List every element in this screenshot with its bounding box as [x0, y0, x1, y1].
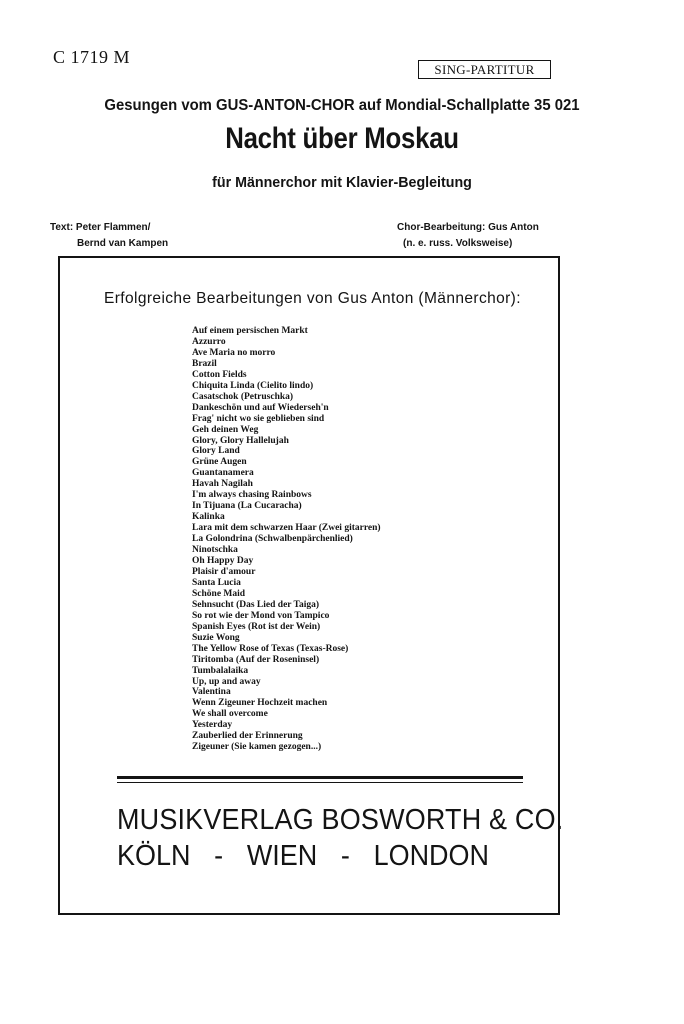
- works-list-item: We shall overcome: [192, 709, 268, 720]
- works-list-item: Valentina: [192, 687, 231, 698]
- works-list-item: Zauberlied der Erinnerung: [192, 731, 303, 742]
- works-list-item: Oh Happy Day: [192, 556, 254, 567]
- recording-line: Gesungen vom GUS-ANTON-CHOR auf Mondial-Schallplatte 35 021: [104, 97, 580, 114]
- works-list-item: Schöne Maid: [192, 588, 246, 599]
- page-subtitle: für Männerchor mit Klavier-Begleitung: [212, 174, 472, 191]
- divider-thick: [117, 776, 523, 779]
- works-list-item: Tiritomba (Auf der Roseninsel): [192, 654, 320, 665]
- page-title: Nacht über Moskau: [225, 122, 459, 155]
- city-london: LONDON: [373, 840, 489, 872]
- works-list-heading: Erfolgreiche Bearbeitungen von Gus Anton (Männerchor):: [104, 290, 521, 307]
- works-list-item: Up, up and away: [192, 676, 261, 687]
- works-list-item: Cotton Fields: [192, 369, 247, 380]
- works-list-item: In Tijuana (La Cucaracha): [192, 501, 302, 512]
- city-separator: -: [214, 840, 224, 872]
- works-list-item: Frag' nicht wo sie geblieben sind: [192, 413, 325, 424]
- works-list-item: Santa Lucia: [192, 577, 241, 588]
- works-list-item: Havah Nagilah: [192, 479, 253, 490]
- divider-thin: [117, 782, 523, 783]
- works-list-item: Brazil: [192, 358, 217, 369]
- works-list-item: Lara mit dem schwarzen Haar (Zwei gitarren): [192, 523, 381, 534]
- works-list-item: La Golondrina (Schwalbenpärchenlied): [192, 534, 353, 545]
- lyricist-line-1: Text: Peter Flammen/: [50, 222, 151, 233]
- arranger-line-1: Chor-Bearbeitung: Gus Anton: [397, 222, 539, 233]
- works-list-item: Guantanamera: [192, 468, 254, 479]
- works-list-item: Dankeschön und auf Wiederseh'n: [192, 402, 329, 413]
- catalog-number: C 1719 M: [53, 47, 131, 67]
- works-list-item: Chiquita Linda (Cielito lindo): [192, 380, 314, 391]
- works-list-item: Plaisir d'amour: [192, 566, 256, 577]
- lyricist-credit: [50, 220, 168, 252]
- works-list-item: Zigeuner (Sie kamen gezogen...): [192, 742, 322, 753]
- works-list-item: The Yellow Rose of Texas (Texas-Rose): [192, 643, 349, 654]
- works-list-item: Tumbalalaika: [192, 665, 249, 676]
- works-list-item: Azzurro: [192, 336, 226, 347]
- works-list-item: Spanish Eyes (Rot ist der Wein): [192, 621, 321, 632]
- works-list-item: Yesterday: [192, 720, 233, 731]
- works-list-item: Glory Land: [192, 446, 240, 457]
- works-list-item: Grüne Augen: [192, 457, 247, 468]
- works-list-item: I'm always chasing Rainbows: [192, 490, 312, 501]
- works-list-item: Ninotschka: [192, 545, 238, 556]
- city-separator: -: [340, 840, 350, 872]
- works-list-item: Wenn Zigeuner Hochzeit machen: [192, 698, 328, 709]
- publisher-name: MUSIKVERLAG BOSWORTH & CO.: [117, 804, 564, 836]
- works-list-item: So rot wie der Mond von Tampico: [192, 610, 330, 621]
- publisher-cities: [117, 840, 489, 872]
- works-list-item: Geh deinen Weg: [192, 424, 259, 435]
- arranger-credit: [397, 220, 539, 252]
- city-vienna: WIEN: [246, 840, 318, 872]
- works-list: [192, 326, 381, 753]
- works-list-item: Suzie Wong: [192, 632, 240, 643]
- works-list-item: Casatschok (Petruschka): [192, 391, 294, 402]
- works-list-item: Auf einem persischen Markt: [192, 326, 308, 336]
- lyricist-line-2: Bernd van Kampen: [77, 238, 169, 249]
- arranger-line-2: (n. e. russ. Volksweise): [403, 238, 513, 249]
- works-list-item: Kalinka: [192, 512, 225, 523]
- edition-label: SING-PARTITUR: [418, 60, 551, 79]
- works-list-item: Sehnsucht (Das Lied der Taiga): [192, 599, 320, 610]
- city-cologne: KÖLN: [117, 840, 191, 872]
- works-list-item: Ave Maria no morro: [192, 347, 276, 358]
- works-list-item: Glory, Glory Hallelujah: [192, 435, 289, 446]
